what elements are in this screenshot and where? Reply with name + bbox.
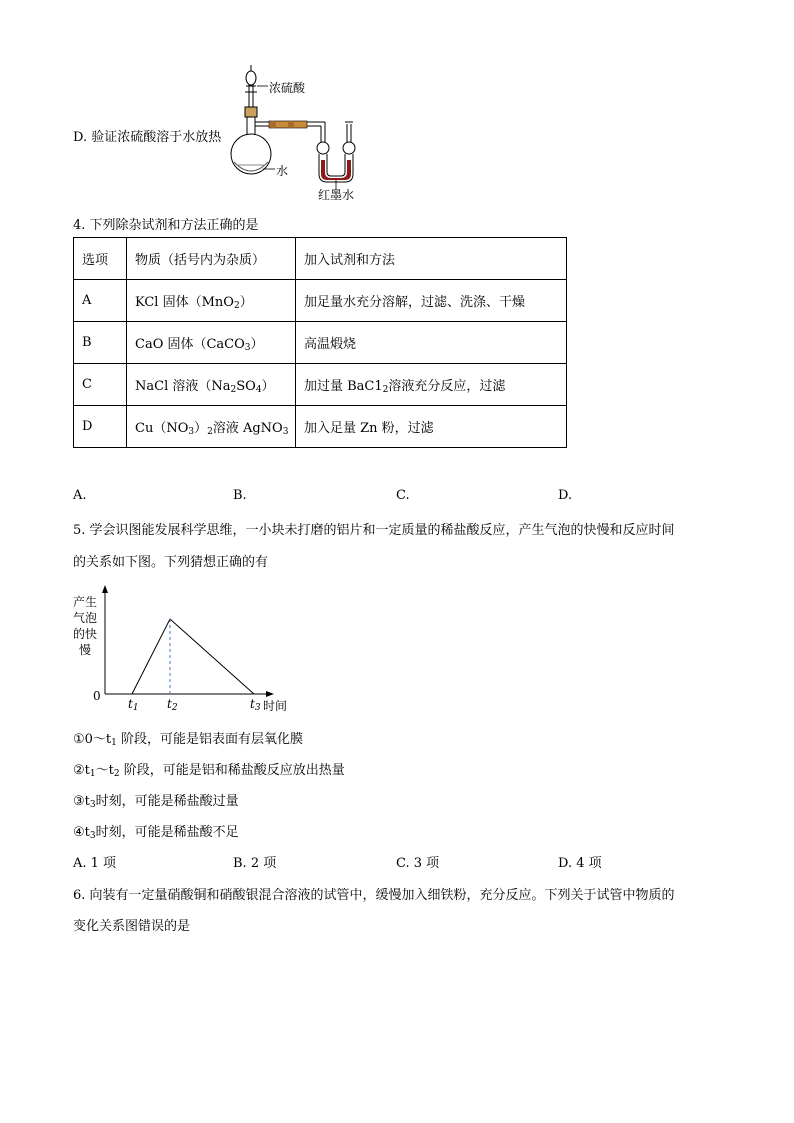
q5-stem-line1: 5. 学会识图能发展科学思维，一小块未打磨的铝片和一定质量的稀盐酸反应，产生气泡的快慢和反应时间 [73,523,675,538]
table-row [74,364,567,406]
q3-option-d-text: D. 验证浓硫酸溶于水放热 [73,130,222,145]
method-cell: 加入足量 Zn 粉，过滤 [296,406,567,448]
choice-b[interactable]: B. [233,488,247,503]
method-cell: 加足量水充分溶解，过滤、洗涤、干燥 [296,280,567,322]
label-water: 水 [276,164,289,178]
option-cell: C [74,364,127,406]
statement-4: $④t_3$时刻，可能是稀盐酸不足 [73,825,239,841]
label-acid: 浓硫酸 [269,81,306,95]
statement-1: $①0\sim t_1$ 阶段，可能是铝表面有层氧化膜 [73,732,304,748]
option-cell: B [74,322,127,364]
table-row [74,406,567,448]
substance-cell: $Cu(NO_3)_2$溶液 AgNO$_3$ [127,406,296,448]
method-cell: 高温煅烧 [296,322,567,364]
substance-cell: NaCl 溶液$(Na_2SO_4)$ [127,364,296,406]
substance-cell: KCl 固体（MnO$_2$） [127,280,296,322]
choice-a[interactable]: A. 1 项 [73,856,117,871]
graph-origin: 0 [93,689,101,703]
option-cell: A [74,280,127,322]
table-row [74,280,567,322]
tick-t3: $t_3$ [250,697,261,713]
statement-2: $②t_1\sim t_2$ 阶段，可能是铝和稀盐酸反应放出热量 [73,763,345,779]
graph-ylabel: 产生 气泡 的快 慢 [72,595,97,657]
choice-c[interactable]: C. [396,488,410,503]
graph-xlabel: 时间 [263,699,288,713]
header-cell: 选项 [74,238,127,280]
q5-graph [100,582,280,712]
substance-cell: CaO 固体（CaCO$_3$） [127,322,296,364]
q4-table [73,237,567,448]
label-red-ink: 红墨水 [318,188,355,202]
choice-c[interactable]: C. 3 项 [396,856,440,871]
tick-t1: $t_1$ [128,697,139,713]
choice-a[interactable]: A. [73,488,87,503]
choice-d[interactable]: D. [558,488,573,503]
tick-t2: $t_2$ [167,697,178,713]
choice-b[interactable]: B. 2 项 [233,856,277,871]
table-row [74,322,567,364]
option-cell: D [74,406,127,448]
table-header-row [74,238,567,280]
method-cell: 加过量 $BaC1_2$溶液充分反应，过滤 [296,364,567,406]
q6-stem-line1: 6. 向装有一定量硝酸铜和硝酸银混合溶液的试管中，缓慢加入细铁粉，充分反应。下列关于试管中物质的 [73,888,675,903]
q5-stem-line2: 的关系如下图。下列猜想正确的有 [73,555,269,570]
header-cell: 物质（括号内为杂质） [127,238,296,280]
header-cell: 加入试剂和方法 [296,238,567,280]
q6-stem-line2: 变化关系图错误的是 [73,919,191,934]
statement-3: $③t_3$时刻，可能是稀盐酸过量 [73,794,239,810]
choice-d[interactable]: D. 4 项 [558,856,602,871]
q4-stem: 4. 下列除杂试剂和方法正确的是 [73,218,259,233]
